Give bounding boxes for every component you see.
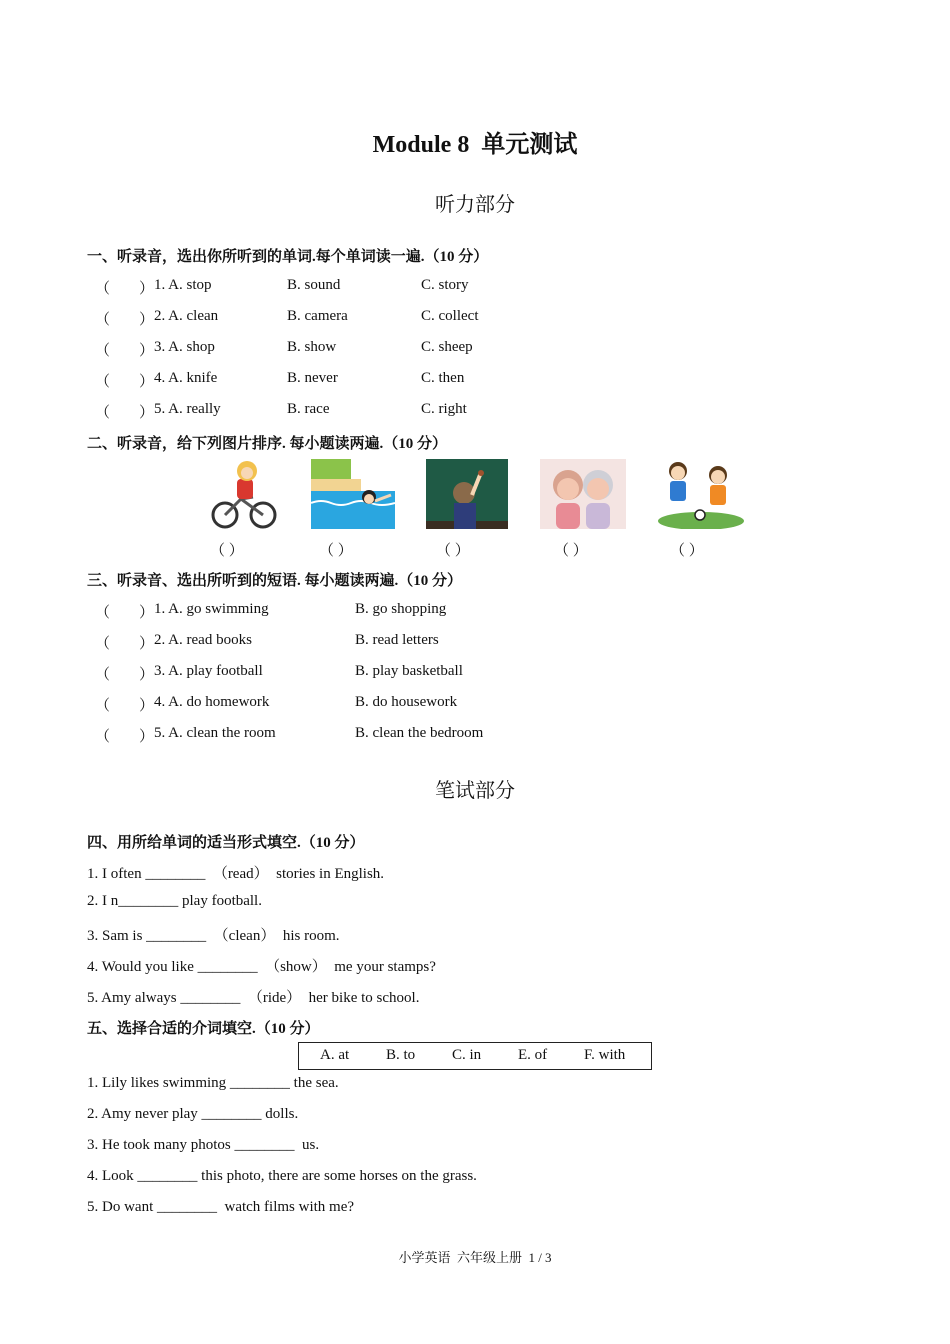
question-row xyxy=(0,308,950,330)
paren-left: （ xyxy=(95,667,111,683)
writing-section-title: 笔试部分 xyxy=(435,780,515,802)
option-c: C. then xyxy=(421,370,465,386)
picture-answer-paren[interactable]: （ ） xyxy=(554,543,588,559)
option-a: 2. A. read books xyxy=(154,632,252,648)
answer-paren[interactable] xyxy=(95,694,155,715)
listening-section-title: 听力部分 xyxy=(435,194,515,216)
answer-paren[interactable] xyxy=(95,308,155,329)
option: B. to xyxy=(386,1047,416,1063)
question-row xyxy=(0,370,950,392)
answer-paren[interactable] xyxy=(95,632,155,653)
paren-right: ） xyxy=(139,729,155,745)
option-b: B. do housework xyxy=(355,694,458,710)
paren-right: ） xyxy=(139,636,155,652)
question-row xyxy=(0,601,950,623)
page-title: Module 8 单元测试 xyxy=(372,132,578,158)
paren-left: （ xyxy=(95,343,111,359)
fill-blank-line: 3. Sam is ________ （clean） his room. xyxy=(87,928,340,944)
option-a: 1. A. go swimming xyxy=(154,601,269,617)
paren-left: （ xyxy=(95,374,111,390)
part3-heading: 三、听录音、选出所听到的短语. 每小题读两遍.（10 分） xyxy=(87,573,463,589)
option-b: B. play basketball xyxy=(355,663,463,679)
part1-heading: 一、听录音，选出你所听到的单词.每个单词读一遍.（10 分） xyxy=(87,249,489,265)
fill-blank-line: 5. Amy always ________ （ride） her bike to school. xyxy=(87,990,420,1006)
paren-left: （ xyxy=(95,605,111,621)
option-b: B. clean the bedroom xyxy=(355,725,484,741)
fill-blank-line: 1. I often ________ （read） stories in English. xyxy=(87,866,385,882)
option-b: B. sound xyxy=(287,277,341,293)
option: E. of xyxy=(518,1047,548,1063)
question-row xyxy=(0,725,950,747)
question-row xyxy=(0,632,950,654)
picture-answer-paren[interactable]: （ ） xyxy=(436,543,470,559)
girl-swimming-picture xyxy=(311,459,395,529)
question-row xyxy=(0,277,950,299)
option-a: 2. A. clean xyxy=(154,308,219,324)
answer-paren[interactable] xyxy=(95,370,155,391)
paren-left: （ xyxy=(95,636,111,652)
paren-left: （ xyxy=(95,312,111,328)
paren-right: ） xyxy=(139,374,155,390)
paren-right: ） xyxy=(139,405,155,421)
two-grandmas-picture xyxy=(540,459,626,529)
boys-playing-football-picture xyxy=(658,459,744,529)
option-b: B. go shopping xyxy=(355,601,447,617)
answer-paren[interactable] xyxy=(95,725,155,746)
option-b: B. never xyxy=(287,370,338,386)
part2-heading: 二、听录音，给下列图片排序. 每小题读两遍.（10 分） xyxy=(87,436,448,452)
part4-heading: 四、用所给单词的适当形式填空.（10 分） xyxy=(87,835,365,851)
paren-right: ） xyxy=(139,605,155,621)
option-c: C. collect xyxy=(421,308,479,324)
question-row xyxy=(0,663,950,685)
paren-left: （ xyxy=(95,405,111,421)
girl-writing-blackboard-picture xyxy=(426,459,508,529)
option-a: 5. A. really xyxy=(154,401,221,417)
question-row xyxy=(0,339,950,361)
answer-paren[interactable] xyxy=(95,277,155,298)
answer-paren[interactable] xyxy=(95,663,155,684)
page-footer: 小学英语 六年级上册 1 / 3 xyxy=(398,1250,552,1265)
preposition-line: 1. Lily likes swimming ________ the sea. xyxy=(87,1075,339,1091)
option-c: C. sheep xyxy=(421,339,473,355)
option-a: 1. A. stop xyxy=(154,277,212,293)
option: F. with xyxy=(584,1047,626,1063)
fill-blank-line: 4. Would you like ________ （show） me your stamps? xyxy=(87,959,436,975)
option-a: 4. A. do homework xyxy=(154,694,270,710)
option-b: B. show xyxy=(287,339,337,355)
paren-left: （ xyxy=(95,698,111,714)
boy-riding-bike-picture xyxy=(207,459,281,529)
paren-right: ） xyxy=(139,343,155,359)
paren-right: ） xyxy=(139,698,155,714)
option: C. in xyxy=(452,1047,482,1063)
option: A. at xyxy=(320,1047,350,1063)
option-b: B. read letters xyxy=(355,632,439,648)
picture-answer-paren[interactable]: （ ） xyxy=(319,543,353,559)
option-a: 4. A. knife xyxy=(154,370,218,386)
picture-answer-paren[interactable]: （ ） xyxy=(210,543,244,559)
paren-right: ） xyxy=(139,667,155,683)
preposition-line: 5. Do want ________ watch films with me? xyxy=(87,1199,355,1215)
paren-right: ） xyxy=(139,281,155,297)
question-row xyxy=(0,401,950,423)
paren-left: （ xyxy=(95,729,111,745)
option-c: C. story xyxy=(421,277,469,293)
part5-heading: 五、选择合适的介词填空.（10 分） xyxy=(87,1021,320,1037)
preposition-line: 4. Look ________ this photo, there are some horses on the grass. xyxy=(87,1168,477,1184)
paren-right: ） xyxy=(139,312,155,328)
paren-left: （ xyxy=(95,281,111,297)
option-a: 3. A. play football xyxy=(154,663,263,679)
answer-paren[interactable] xyxy=(95,339,155,360)
option-c: C. right xyxy=(421,401,467,417)
preposition-line: 3. He took many photos ________ us. xyxy=(87,1137,320,1153)
question-row xyxy=(0,694,950,716)
picture-answer-paren[interactable]: （ ） xyxy=(670,543,704,559)
option-a: 5. A. clean the room xyxy=(154,725,276,741)
fill-blank-line: 2. I n________ play football. xyxy=(87,893,262,909)
option-a: 3. A. shop xyxy=(154,339,215,355)
option-b: B. camera xyxy=(287,308,348,324)
answer-paren[interactable] xyxy=(95,401,155,422)
preposition-line: 2. Amy never play ________ dolls. xyxy=(87,1106,299,1122)
answer-paren[interactable] xyxy=(95,601,155,622)
option-b: B. race xyxy=(287,401,330,417)
options-box xyxy=(298,1042,652,1070)
